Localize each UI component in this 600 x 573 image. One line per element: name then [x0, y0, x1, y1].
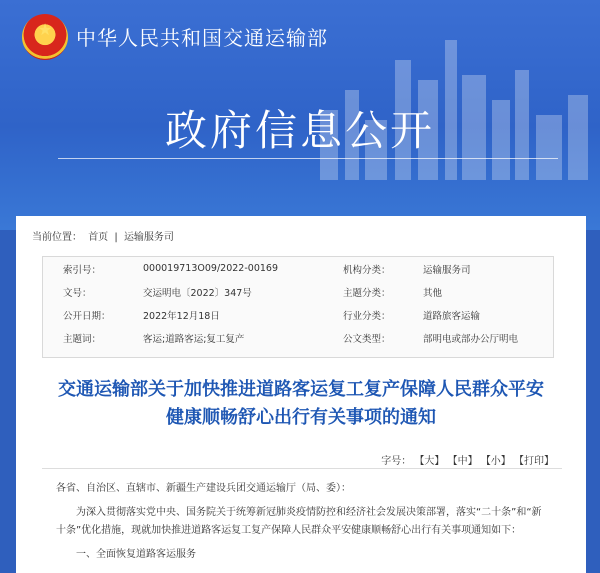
breadcrumb-separator: |	[114, 232, 118, 243]
font-size-controls	[381, 452, 554, 467]
meta-value: 运输服务司	[423, 264, 471, 276]
print-link[interactable]: 【打印】	[514, 456, 554, 467]
meta-value: 客运;道路客运;复工复产	[143, 333, 245, 345]
meta-key: 公文类型：	[343, 333, 391, 345]
meta-key: 索引号：	[63, 264, 102, 276]
font-size-large-link[interactable]: 【大】	[414, 456, 445, 467]
breadcrumb-home[interactable]: 首页	[88, 232, 109, 243]
body-paragraph: 为深入贯彻落实党中央、国务院关于统筹新冠肺炎疫情防控和经济社会发展决策部署，落实“二十条”和“新十条”优化措施，现就加快推进道路客运复工复产保障人民群众平安健康顺畅舒心出行有关事项通知如下：	[56, 507, 542, 536]
meta-value: 2022年12月18日	[143, 310, 220, 322]
meta-value: 部明电或部办公厅明电	[423, 333, 519, 345]
meta-value: 道路旅客运输	[423, 310, 481, 322]
breadcrumb	[32, 228, 177, 243]
font-size-medium-link[interactable]: 【中】	[447, 456, 478, 467]
national-emblem-icon: ★	[22, 14, 68, 60]
document-body	[56, 480, 546, 570]
header-banner	[0, 0, 600, 230]
meta-value: 000019713O09/2022-00169	[143, 263, 278, 274]
font-size-label: 字号：	[381, 456, 412, 467]
document-title-line: 健康顺畅舒心出行有关事项的通知	[166, 407, 436, 428]
meta-key: 行业分类：	[343, 310, 391, 322]
section-heading: 一、全面恢复道路客运服务	[76, 549, 196, 560]
meta-row	[43, 326, 553, 349]
meta-row	[43, 303, 553, 326]
meta-value: 其他	[423, 287, 443, 299]
breadcrumb-label: 当前位置：	[32, 232, 82, 243]
meta-key: 公开日期：	[63, 310, 111, 322]
breadcrumb-department[interactable]: 运输服务司	[123, 232, 174, 243]
meta-key: 机构分类：	[343, 264, 391, 276]
meta-key: 文号：	[63, 287, 92, 299]
meta-row	[43, 257, 553, 280]
meta-value: 交运明电〔2022〕347号	[143, 287, 252, 299]
meta-key: 主题词：	[63, 333, 102, 345]
meta-row	[43, 280, 553, 303]
document-metadata-table	[42, 256, 554, 358]
content-panel	[16, 216, 586, 573]
title-divider	[58, 158, 558, 159]
section-title: 政府信息公开	[164, 106, 435, 155]
salutation: 各省、自治区、直辖市、新疆生产建设兵团交通运输厅（局、委）：	[56, 483, 351, 494]
document-title	[16, 376, 586, 432]
document-title-line: 交通运输部关于加快推进道路客运复工复产保障人民群众平安	[58, 379, 544, 400]
meta-key: 主题分类：	[343, 287, 391, 299]
content-divider	[42, 468, 562, 469]
ministry-name[interactable]: 中华人民共和国交通运输部	[76, 26, 328, 50]
font-size-small-link[interactable]: 【小】	[480, 456, 511, 467]
